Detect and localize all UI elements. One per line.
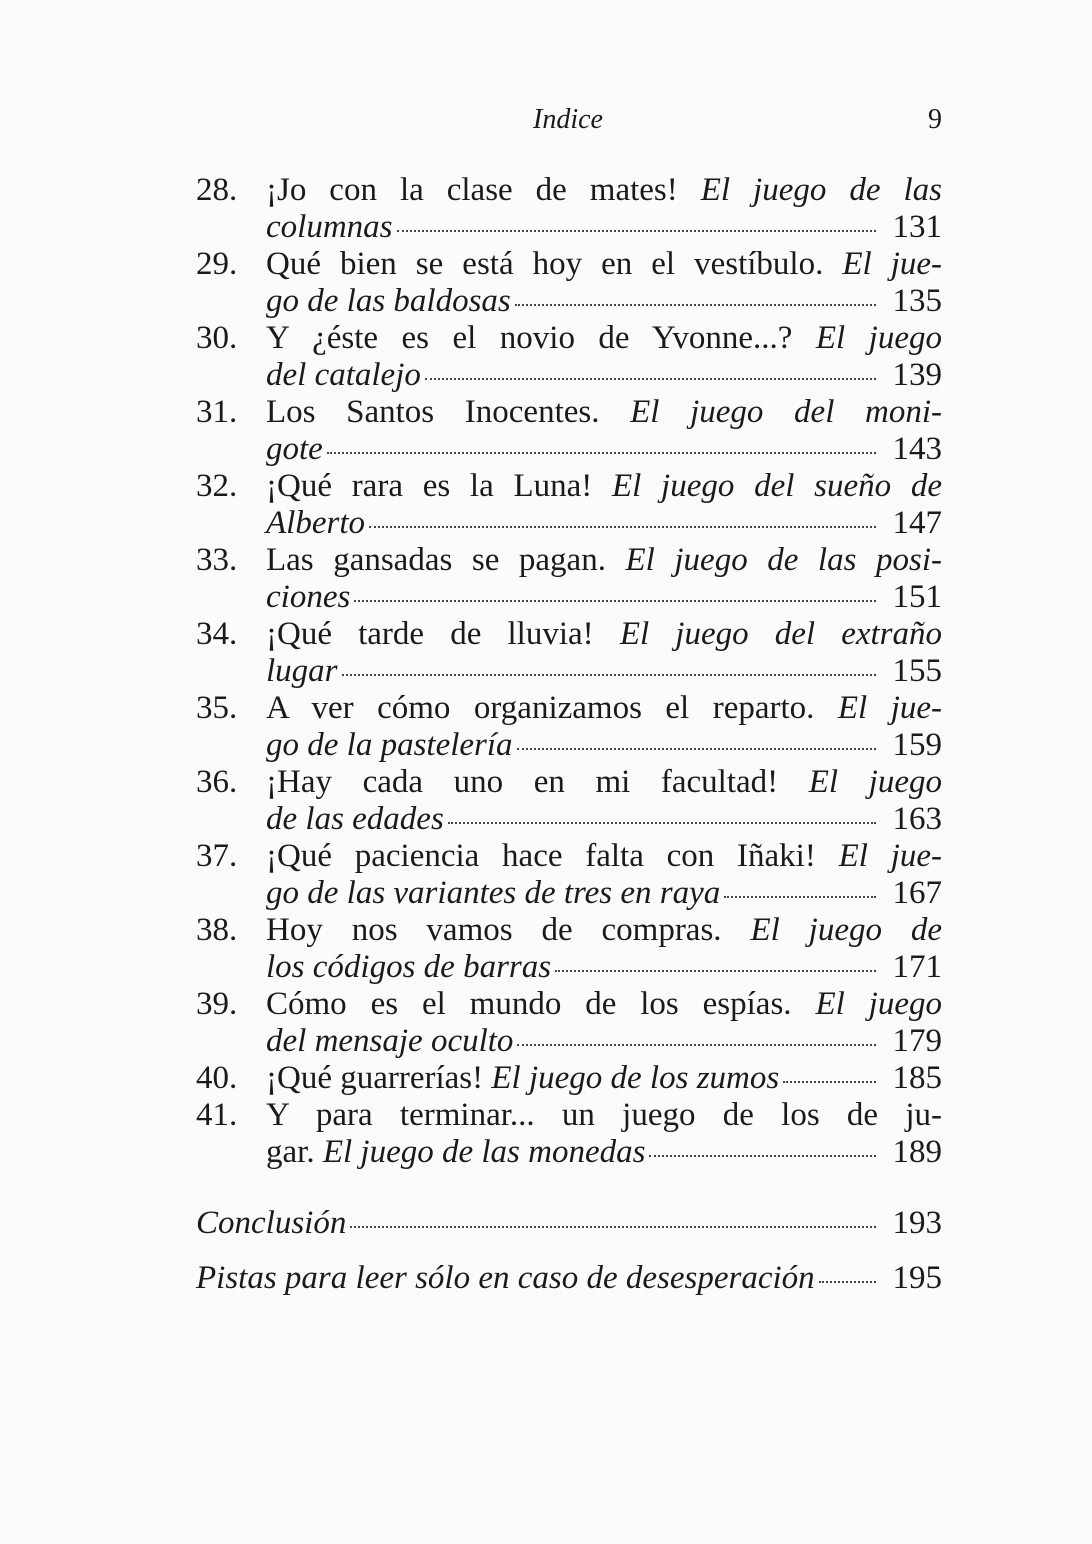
entry-title: gar. [266, 1134, 315, 1170]
entry-leader-line [266, 1060, 942, 1097]
entry-subtitle: go de las baldosas [266, 283, 511, 319]
running-header-title: Indice [533, 104, 603, 135]
entry-title: A ver cómo organizamos el reparto. [266, 690, 815, 726]
entry-subtitle: El juego del moni- [630, 394, 942, 430]
toc-entry [196, 1097, 942, 1171]
endmatter-title: Conclusión [196, 1205, 347, 1241]
entry-title-line [266, 690, 942, 727]
dot-leader [649, 1155, 876, 1157]
toc-entry [196, 912, 942, 986]
toc-entry [196, 616, 942, 690]
entry-subtitle: El jue- [842, 246, 942, 282]
entry-leader-line [266, 579, 942, 616]
toc-entry [196, 246, 942, 320]
entry-body [266, 320, 942, 394]
entry-leader-line [266, 505, 942, 542]
entry-title: Las gansadas se pagan. [266, 542, 606, 578]
entry-page: 155 [892, 653, 942, 689]
entry-page: 159 [892, 727, 942, 763]
entry-leader-line [266, 357, 942, 394]
entry-leader-text [266, 727, 513, 764]
entry-leader-line [266, 431, 942, 468]
toc-entry [196, 690, 942, 764]
entry-number: 40. [196, 1060, 238, 1096]
entry-title-line [266, 394, 942, 431]
entry-title-line [266, 172, 942, 209]
endmatter-title: Pistas para leer sólo en caso de desesperación [196, 1260, 815, 1296]
entry-leader-line [266, 1023, 942, 1060]
entry-leader-text [266, 505, 365, 542]
entry-leader-text [266, 357, 421, 394]
entry-subtitle: go de la pastelería [266, 727, 513, 763]
entry-title: ¡Hay cada uno en mi facultad! [266, 764, 779, 800]
entry-body [266, 838, 942, 912]
entry-title: ¡Qué rara es la Luna! [266, 468, 593, 504]
toc-entry [196, 394, 942, 468]
entry-leader-text [266, 431, 323, 468]
entry-title: Cómo es el mundo de los espías. [266, 986, 792, 1022]
entry-number: 29. [196, 246, 238, 282]
endmatter-page: 193 [892, 1205, 942, 1241]
entry-subtitle: El jue- [837, 690, 943, 726]
entry-subtitle: El juego de las posi- [625, 542, 942, 578]
entry-page: 179 [892, 1023, 942, 1059]
entry-number: 36. [196, 764, 238, 800]
entry-page: 171 [892, 949, 942, 985]
entry-page: 189 [892, 1134, 942, 1170]
entry-title-line [266, 468, 942, 505]
entry-subtitle: El juego de los zumos [491, 1060, 780, 1096]
entry-title: ¡Qué paciencia hace falta con Iñaki! [266, 838, 816, 874]
entry-body [266, 1097, 942, 1171]
entry-page: 147 [892, 505, 942, 541]
dot-leader [517, 748, 876, 750]
dot-leader [783, 1081, 876, 1083]
entry-page: 143 [892, 431, 942, 467]
entry-leader-text [266, 1134, 645, 1171]
entry-title-line [266, 838, 942, 875]
entry-subtitle: El jue- [838, 838, 942, 874]
entry-title-line [266, 616, 942, 653]
entry-leader-text [266, 801, 444, 838]
toc-entry [196, 1060, 942, 1097]
dot-leader [517, 1044, 876, 1046]
entry-leader-line [266, 653, 942, 690]
entry-title: Qué bien se está hoy en el vestíbulo. [266, 246, 824, 282]
dot-leader [327, 452, 876, 454]
entry-subtitle: El juego del sueño de [612, 468, 943, 504]
entry-subtitle: El juego [815, 986, 942, 1022]
entry-subtitle: del mensaje oculto [266, 1023, 514, 1059]
entry-subtitle: El juego de las monedas [322, 1134, 646, 1170]
toc-entry [196, 838, 942, 912]
entry-leader-line [266, 801, 942, 838]
entry-number: 37. [196, 838, 238, 874]
entry-subtitle: del catalejo [266, 357, 421, 393]
entry-title: Los Santos Inocentes. [266, 394, 600, 430]
entry-leader-text [266, 875, 720, 912]
entry-subtitle: de las edades [266, 801, 444, 837]
entry-page: 185 [892, 1060, 942, 1096]
entry-subtitle: El juego del extraño [619, 616, 943, 652]
entry-title: ¡Jo con la clase de mates! [266, 172, 678, 208]
entry-number: 32. [196, 468, 238, 504]
entry-number: 28. [196, 172, 238, 208]
entry-page: 139 [892, 357, 942, 393]
dot-leader [342, 674, 876, 676]
entry-title-line [266, 1097, 942, 1134]
entry-leader-line [266, 727, 942, 764]
dot-leader [819, 1281, 876, 1283]
table-of-contents [196, 172, 942, 1297]
entry-body [266, 468, 942, 542]
entry-subtitle: go de las variantes de tres en raya [266, 875, 721, 911]
entry-leader-text [266, 1023, 513, 1060]
toc-entry [196, 764, 942, 838]
entry-page: 131 [892, 209, 942, 245]
entry-body [266, 394, 942, 468]
page-number: 9 [928, 104, 942, 135]
entry-title: Y para terminar... un juego de los de ju- [266, 1097, 942, 1133]
entry-leader-text [266, 283, 511, 320]
endmatter-entry [196, 1260, 942, 1297]
entry-leader-text [266, 579, 350, 616]
dot-leader [555, 970, 876, 972]
entry-title: ¡Qué guarrerías! [266, 1060, 484, 1096]
entry-title-line [266, 246, 942, 283]
entry-title-line [266, 986, 942, 1023]
dot-leader [448, 822, 876, 824]
entry-body [266, 764, 942, 838]
entry-title-line [266, 912, 942, 949]
entry-number: 30. [196, 320, 238, 356]
entry-subtitle: El juego de las [700, 172, 942, 208]
entry-subtitle: columnas [266, 209, 393, 245]
entry-subtitle: ciones [266, 579, 351, 615]
dot-leader [350, 1226, 876, 1228]
entry-body [266, 246, 942, 320]
toc-entry [196, 468, 942, 542]
entry-subtitle: Alberto [266, 505, 365, 541]
dot-leader [354, 600, 876, 602]
entry-title: Hoy nos vamos de compras. [266, 912, 722, 948]
entry-body [266, 616, 942, 690]
entry-subtitle: los códigos de barras [266, 949, 552, 985]
dot-leader [515, 304, 876, 306]
entry-subtitle: El juego de [750, 912, 943, 948]
entry-title: ¡Qué tarde de lluvia! [266, 616, 594, 652]
dot-leader [369, 526, 876, 528]
entry-leader-text [266, 949, 551, 986]
entry-title-line [266, 320, 942, 357]
entry-page: 167 [892, 875, 942, 911]
entry-leader-text [266, 1060, 779, 1097]
entry-number: 38. [196, 912, 238, 948]
toc-entry [196, 542, 942, 616]
toc-entry [196, 320, 942, 394]
entry-number: 33. [196, 542, 238, 578]
entry-page: 135 [892, 283, 942, 319]
dot-leader [397, 230, 877, 232]
dot-leader [425, 378, 876, 380]
entry-leader-line [266, 283, 942, 320]
entry-body [266, 1060, 942, 1097]
entry-body [266, 690, 942, 764]
toc-entry [196, 172, 942, 246]
entry-title: Y ¿éste es el novio de Yvonne...? [266, 320, 793, 356]
endmatter-page: 195 [892, 1260, 942, 1296]
entry-title-line [266, 542, 942, 579]
endmatter-entry [196, 1205, 942, 1242]
entry-page: 163 [892, 801, 942, 837]
entry-leader-line [266, 209, 942, 246]
entry-leader-line [266, 875, 942, 912]
entry-leader-line [266, 949, 942, 986]
entry-title-line [266, 764, 942, 801]
entry-body [266, 986, 942, 1060]
entry-subtitle: El juego [815, 320, 942, 356]
entry-number: 31. [196, 394, 238, 430]
entry-leader-line [266, 1134, 942, 1171]
entry-body [266, 172, 942, 246]
entry-subtitle: lugar [266, 653, 338, 689]
dot-leader [724, 896, 876, 898]
entry-page: 151 [892, 579, 942, 615]
entry-number: 34. [196, 616, 238, 652]
entry-number: 39. [196, 986, 238, 1022]
entry-leader-text [266, 209, 393, 246]
entry-body [266, 542, 942, 616]
toc-entry [196, 986, 942, 1060]
entry-body [266, 912, 942, 986]
entry-subtitle: gote [266, 431, 323, 467]
entry-subtitle: El juego [808, 764, 942, 800]
entry-leader-text [266, 653, 338, 690]
entry-number: 41. [196, 1097, 238, 1133]
entry-number: 35. [196, 690, 238, 726]
